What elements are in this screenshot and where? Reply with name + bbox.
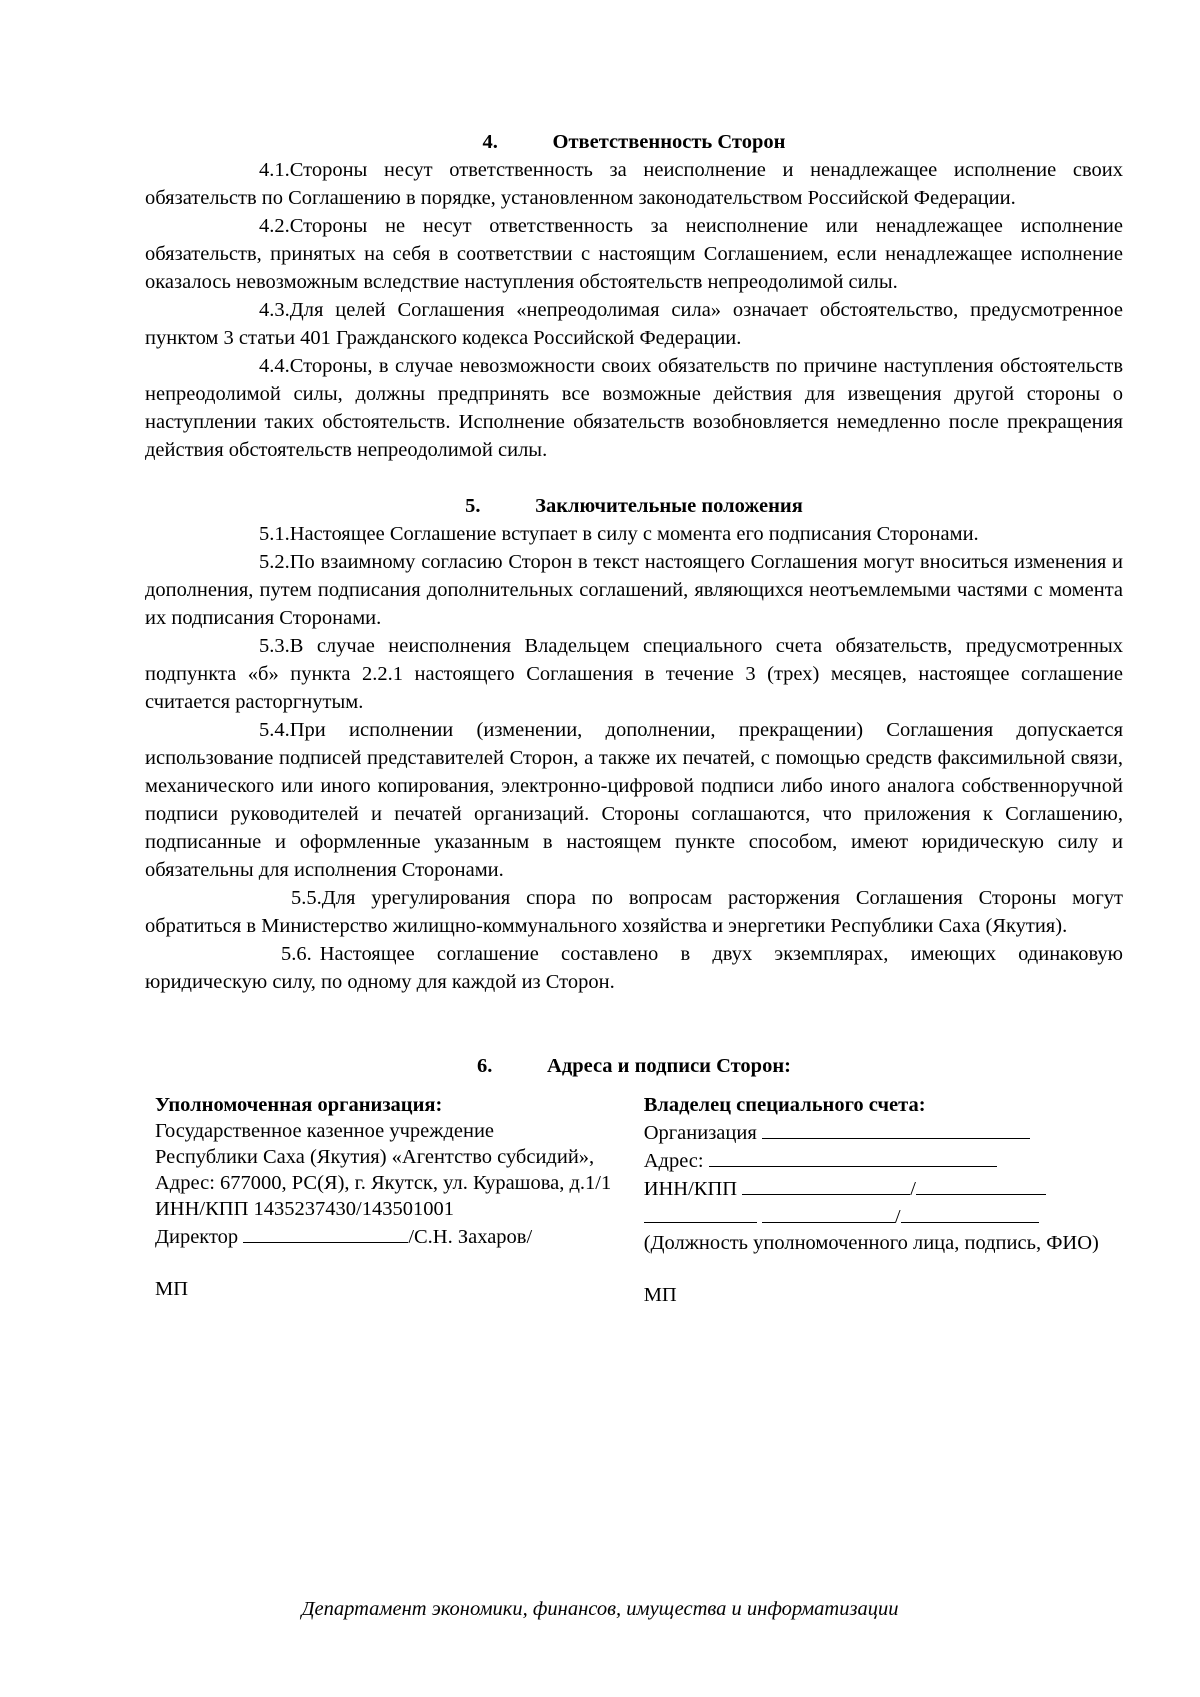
clause-number: 5.2. xyxy=(259,551,290,573)
section-6-heading xyxy=(145,1052,1123,1080)
clause-4-2 xyxy=(145,212,1123,296)
clause-number: 4.2. xyxy=(259,215,290,237)
section-number: 6. xyxy=(477,1055,493,1077)
clause-4-3 xyxy=(145,296,1123,352)
clause-text: По взаимному согласию Сторон в текст настоящего Соглашения могут вноситься изменения и дополнения, путем подписания дополнительных соглашений, являющихся неотъемлемыми частями с момента их подписания Сторонами. xyxy=(145,551,1123,629)
authorized-org-title: Уполномоченная организация: xyxy=(155,1094,443,1116)
clause-number: 4.4. xyxy=(259,355,290,377)
address-blank xyxy=(709,1146,997,1167)
clause-4-1 xyxy=(145,156,1123,212)
signatory-caption: (Должность уполномоченного лица, подпись, ФИО) xyxy=(643,1232,1099,1254)
authorized-org-column xyxy=(145,1092,644,1308)
clause-number: 5.6. xyxy=(281,943,312,965)
signature-block xyxy=(145,1092,1123,1308)
section-title: Адреса и подписи Сторон: xyxy=(547,1055,791,1077)
clause-number: 5.1. xyxy=(259,523,290,545)
address-field xyxy=(644,1146,1123,1174)
org-inn-kpp: ИНН/КПП 1435237430/143501001 xyxy=(155,1198,454,1220)
inn-blank xyxy=(742,1174,910,1195)
signature-blank xyxy=(243,1222,408,1243)
document-page xyxy=(145,128,1123,1308)
page-footer: Департамент экономики, финансов, имущества и информатизации xyxy=(301,1598,899,1620)
org-line: Республики Саха (Якутия) «Агентство субсидий», xyxy=(155,1146,595,1168)
clause-text: Стороны, в случае невозможности своих обязательств по причине наступления обстоятельств непреодолимой силы, должны предпринять все возможные действия для извещения другой стороны о наступлении таких обстоятельств. Исполнение обязательств возобновляется немедленно после прекращения действия обстоятельств непреодолимой силы. xyxy=(145,355,1123,461)
kpp-blank xyxy=(916,1174,1046,1195)
section-5-heading xyxy=(145,492,1123,520)
clause-number: 5.5. xyxy=(291,887,322,909)
director-signature-line xyxy=(155,1222,644,1250)
org-line: Государственное казенное учреждение xyxy=(155,1120,495,1142)
clause-text: Настоящее Соглашение вступает в силу с момента его подписания Сторонами. xyxy=(289,523,979,545)
clause-number: 5.4. xyxy=(259,719,290,741)
clause-5-6 xyxy=(145,940,1123,996)
clause-text: Для урегулирования спора по вопросам расторжения Соглашения Стороны могут обратиться в Министерство жилищно-коммунального хозяйства и энергетики Республики Саха (Якутия). xyxy=(145,887,1123,937)
address-label: Адрес: xyxy=(643,1150,704,1172)
clause-5-1 xyxy=(145,520,1123,548)
sign-blank xyxy=(762,1202,895,1223)
section-4-heading xyxy=(145,128,1123,156)
clause-5-2 xyxy=(145,548,1123,632)
clause-text: При исполнении (изменении, дополнении, прекращении) Соглашения допускается использование подписей представителей Сторон, а также их печатей, с помощью средств факсимильной связи, механического или иного копирования, электронно-цифровой подписи либо иного аналога собственноручной подписи руководителей и печатей организаций. Стороны соглашаются, что приложения к Соглашению, подписанные и оформленные указанным в настоящем пункте способом, имеют юридическую силу и обязательны для исполнения Сторонами. xyxy=(145,719,1123,881)
clause-4-4 xyxy=(145,352,1123,464)
clause-5-4 xyxy=(145,716,1123,884)
stamp-placeholder: МП xyxy=(643,1284,677,1306)
organization-field xyxy=(644,1118,1123,1146)
director-name: /С.Н. Захаров/ xyxy=(408,1226,533,1248)
signatory-field xyxy=(644,1202,1123,1230)
clause-text: В случае неисполнения Владельцем специального счета обязательств, предусмотренных подпункта «б» пункта 2.2.1 настоящего Соглашения в течение 3 (трех) месяцев, настоящее соглашение считается расторгнутым. xyxy=(145,635,1123,713)
stamp-placeholder: МП xyxy=(155,1278,189,1300)
account-owner-title: Владелец специального счета: xyxy=(643,1094,926,1116)
clause-number: 4.1. xyxy=(259,159,290,181)
organization-blank xyxy=(762,1118,1030,1139)
clause-number: 5.3. xyxy=(259,635,290,657)
clause-number: 4.3. xyxy=(259,299,290,321)
slash: / xyxy=(910,1178,916,1200)
org-address: Адрес: 677000, РС(Я), г. Якутск, ул. Курашова, д.1/1 xyxy=(155,1172,612,1194)
account-owner-column xyxy=(644,1092,1123,1308)
section-title: Ответственность Сторон xyxy=(552,131,786,153)
clause-text: Настоящее соглашение составлено в двух экземплярах, имеющих одинаковую юридическую силу, по одному для каждой из Сторон. xyxy=(145,943,1123,993)
director-label: Директор xyxy=(155,1226,239,1248)
section-number: 4. xyxy=(482,131,498,153)
organization-label: Организация xyxy=(643,1122,757,1144)
inn-kpp-label: ИНН/КПП xyxy=(643,1178,738,1200)
clause-5-5 xyxy=(145,884,1123,940)
inn-kpp-field xyxy=(644,1174,1123,1202)
clause-text: Стороны не несут ответственность за неисполнение или ненадлежащее исполнение обязательств, принятых на себя в соответствии с настоящим Соглашением, если ненадлежащее исполнение оказалось невозможным вследствие наступления обстоятельств непреодолимой силы. xyxy=(145,215,1123,293)
slash: / xyxy=(894,1206,901,1228)
clause-5-3 xyxy=(145,632,1123,716)
name-blank xyxy=(901,1202,1039,1223)
section-title: Заключительные положения xyxy=(535,495,803,517)
clause-text: Стороны несут ответственность за неисполнение и ненадлежащее исполнение своих обязательств по Соглашению в порядке, установленном законодательством Российской Федерации. xyxy=(145,159,1123,209)
section-number: 5. xyxy=(465,495,481,517)
clause-text: Для целей Соглашения «непреодолимая сила» означает обстоятельство, предусмотренное пунктом 3 статьи 401 Гражданского кодекса Российской Федерации. xyxy=(145,299,1123,349)
position-blank xyxy=(644,1202,757,1223)
